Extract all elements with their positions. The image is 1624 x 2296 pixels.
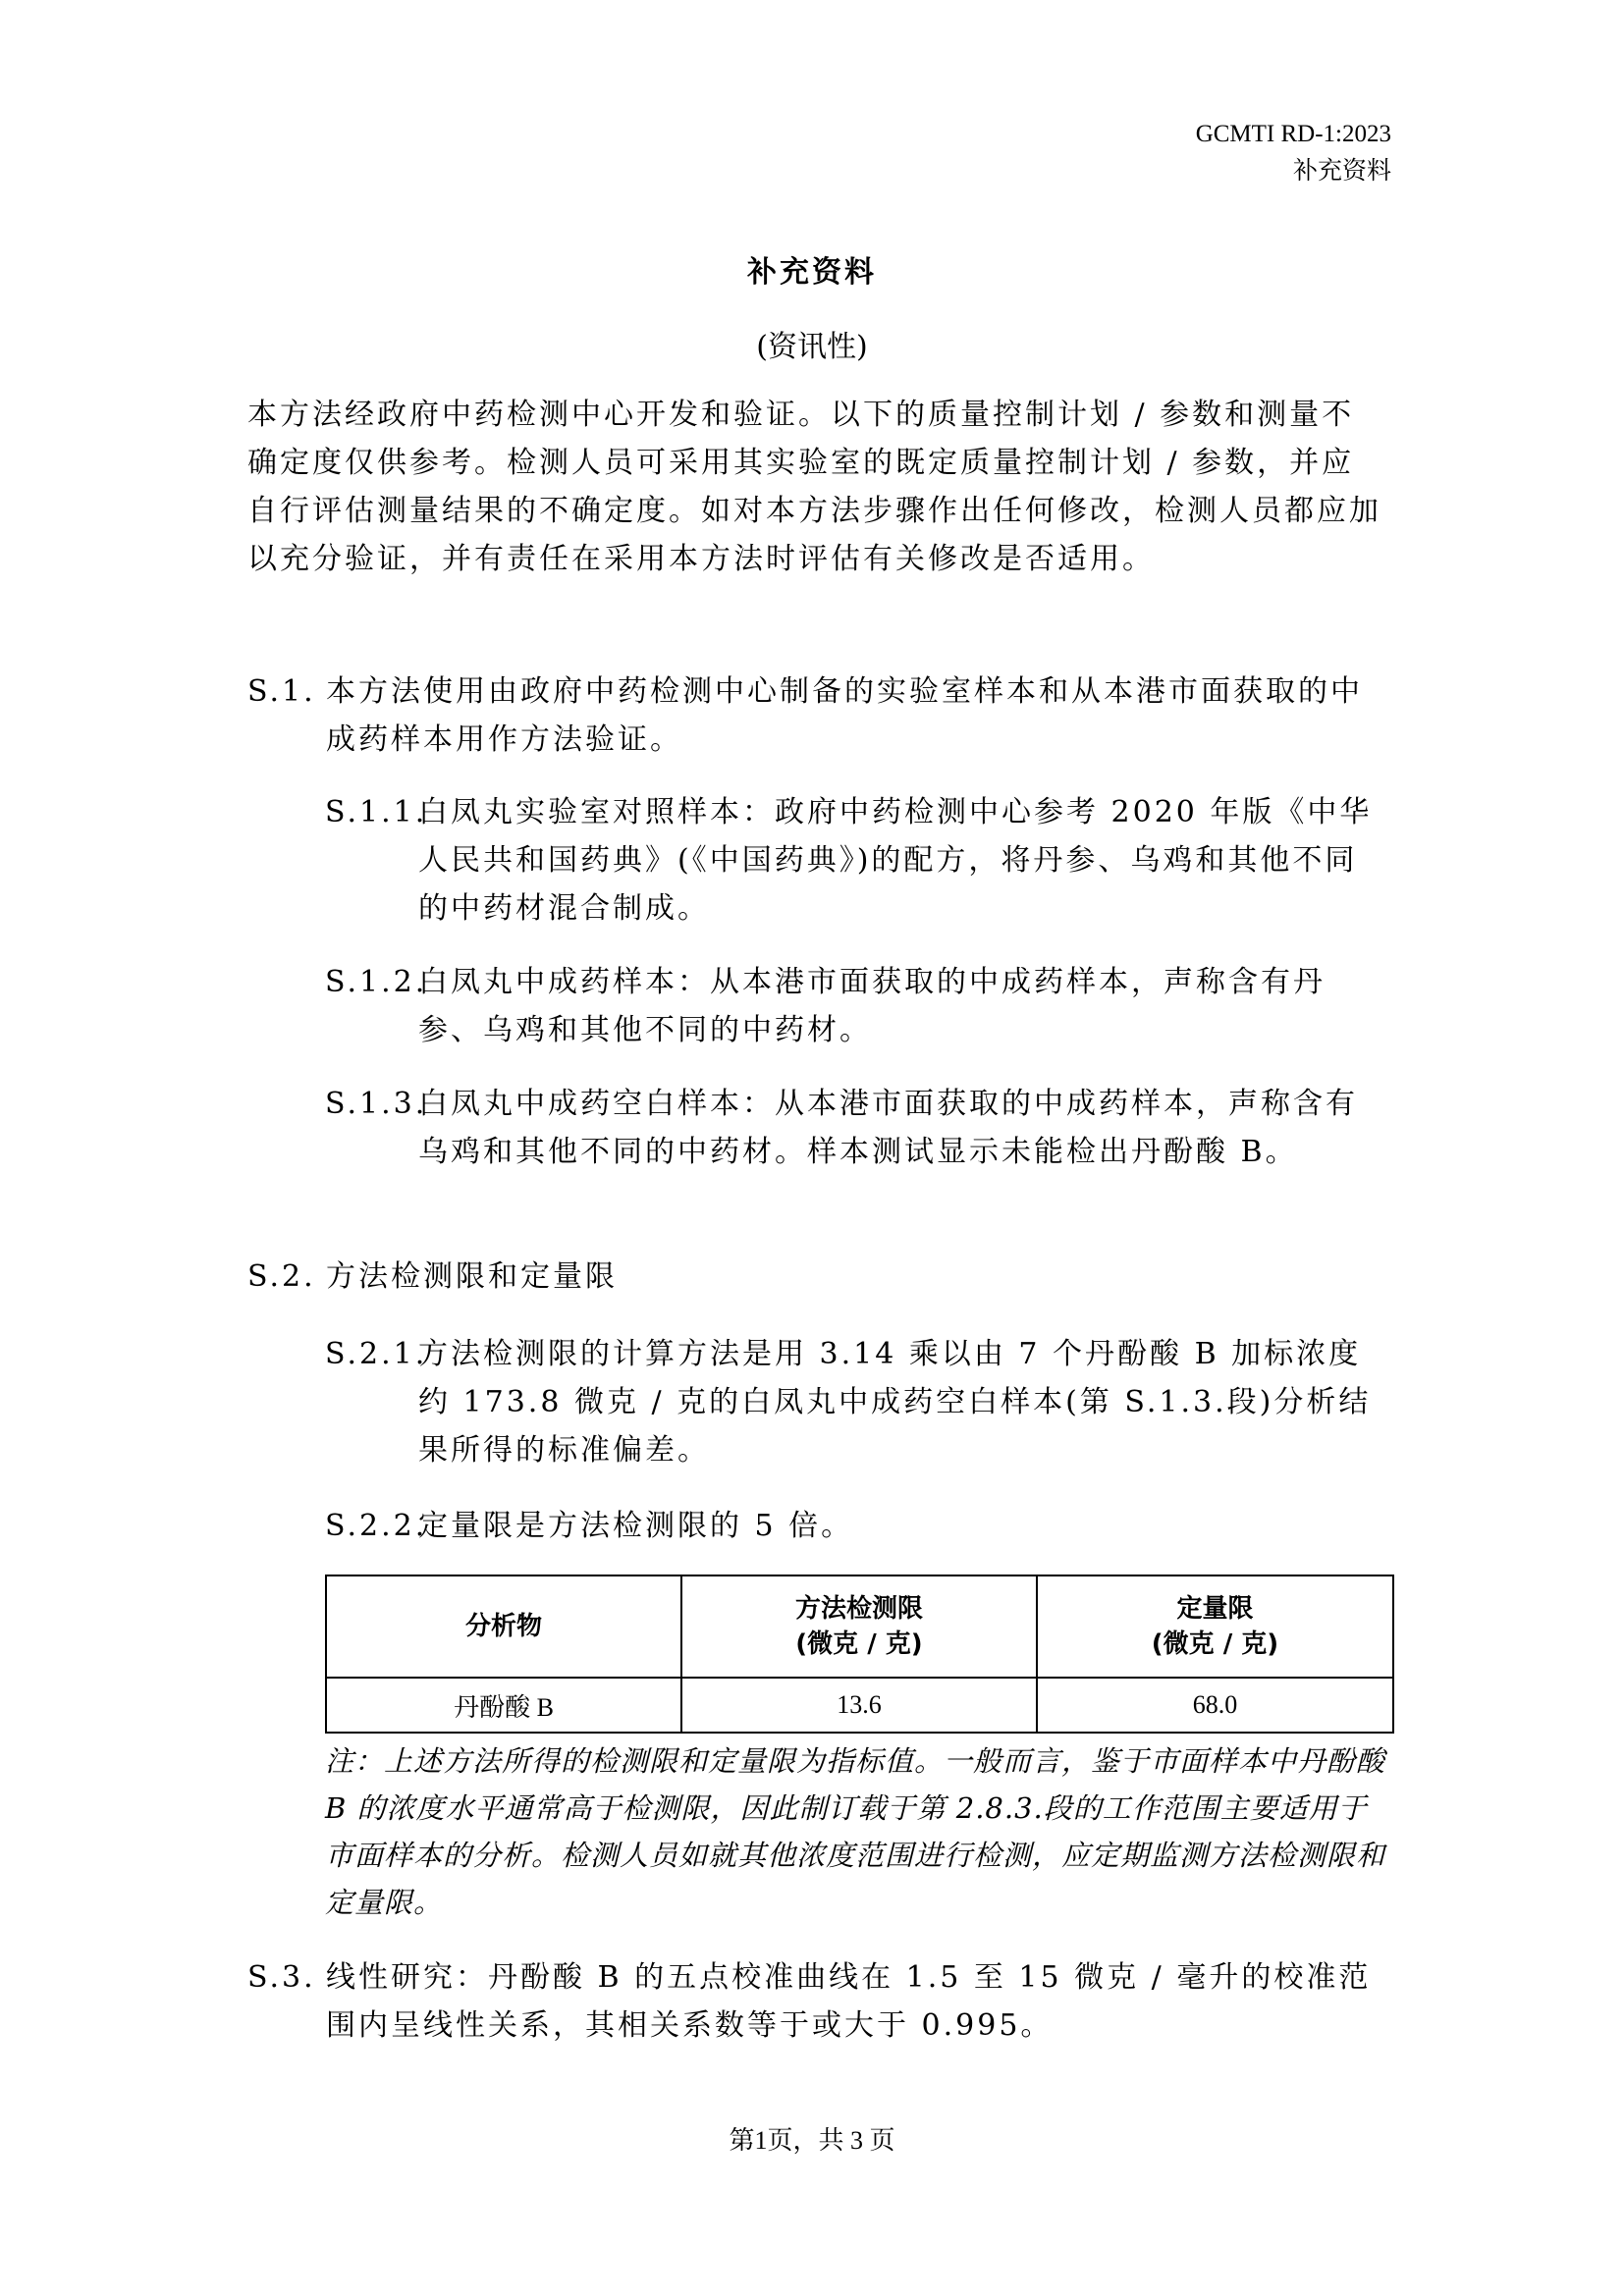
header-loq: 定量限 (微克 / 克) <box>1037 1575 1393 1678</box>
table-header-row <box>326 1575 1393 1678</box>
header-mdl: 方法检测限 (微克 / 克) <box>681 1575 1037 1678</box>
section-text: 白凤丸实验室对照样本：政府中药检测中心参考 2020 年版《中华人民共和国药典》(《中国药典》)的配方，将丹参、乌鸡和其他不同的中药材混合制成。 <box>418 795 1373 926</box>
header-label: 补充资料 <box>1292 158 1391 185</box>
section-number: S.1.3. <box>325 1087 428 1121</box>
section-number: S.2.1. <box>325 1337 428 1371</box>
intro-paragraph: 本方法经政府中药检测中心开发和验证。以下的质量控制计划 / 参数和测量不确定度仅供参考。检测人员可采用其实验室的既定质量控制计划 / 参数，并应自行评估测量结果的不确定度。如对本方法步骤作出任何修改，检测人员都应加以充分验证，并有责任在采用本方法时评估有关修改是否适用。 <box>247 398 1381 576</box>
table-note: 注：上述方法所得的检测限和定量限为指标值。一般而言，鉴于市面样本中丹酚酸 B 的浓度水平通常高于检测限，因此制订载于第 2.8.3.段的工作范围主要适用于市面样本的分析。检测人员如就其他浓度范围进行检测，应定期监测方法检测限和定量限。 <box>325 1744 1386 1919</box>
section-text: 白凤丸中成药样本：从本港市面获取的中成药样本，声称含有丹参、乌鸡和其他不同的中药材。 <box>418 965 1326 1047</box>
detection-limit-table <box>325 1575 1394 1734</box>
section-number: S.1.2. <box>325 965 428 999</box>
cell-loq: 68.0 <box>1037 1678 1393 1733</box>
document-code: GCMTI RD-1:2023 <box>1195 121 1391 147</box>
section-text: 定量限是方法检测限的 5 倍。 <box>418 1509 854 1543</box>
cell-mdl: 13.6 <box>681 1678 1037 1733</box>
section-text: 本方法使用由政府中药检测中心制备的实验室样本和从本港市面获取的中成药样本用作方法验证。 <box>326 674 1363 757</box>
section-number: S.1. <box>247 674 316 709</box>
section-number: S.2. <box>247 1259 316 1294</box>
section-text: 方法检测限的计算方法是用 3.14 乘以由 7 个丹酚酸 B 加标浓度约 173.8 微克 / 克的白凤丸中成药空白样本(第 S.1.3.段)分析结果所得的标准偏差。 <box>418 1337 1372 1468</box>
header-analyte: 分析物 <box>326 1575 681 1678</box>
page-footer: 第1页，共 3 页 <box>729 2126 895 2155</box>
section-text: 方法检测限和定量限 <box>326 1259 618 1294</box>
cell-analyte: 丹酚酸 B <box>326 1678 681 1733</box>
table-row <box>326 1678 1393 1733</box>
section-text: 白凤丸中成药空白样本：从本港市面获取的中成药样本，声称含有乌鸡和其他不同的中药材。样本测试显示未能检出丹酚酸 B。 <box>418 1087 1358 1169</box>
page-subtitle: (资讯性) <box>756 330 868 364</box>
section-text: 线性研究：丹酚酸 B 的五点校准曲线在 1.5 至 15 微克 / 毫升的校准范围内呈线性关系，其相关系数等于或大于 0.995。 <box>326 1960 1372 2043</box>
section-number: S.1.1. <box>325 795 428 829</box>
page-title: 补充资料 <box>747 255 877 290</box>
page-header <box>1196 116 1391 190</box>
section-number: S.3. <box>247 1960 316 1995</box>
section-number: S.2.2. <box>325 1509 428 1543</box>
